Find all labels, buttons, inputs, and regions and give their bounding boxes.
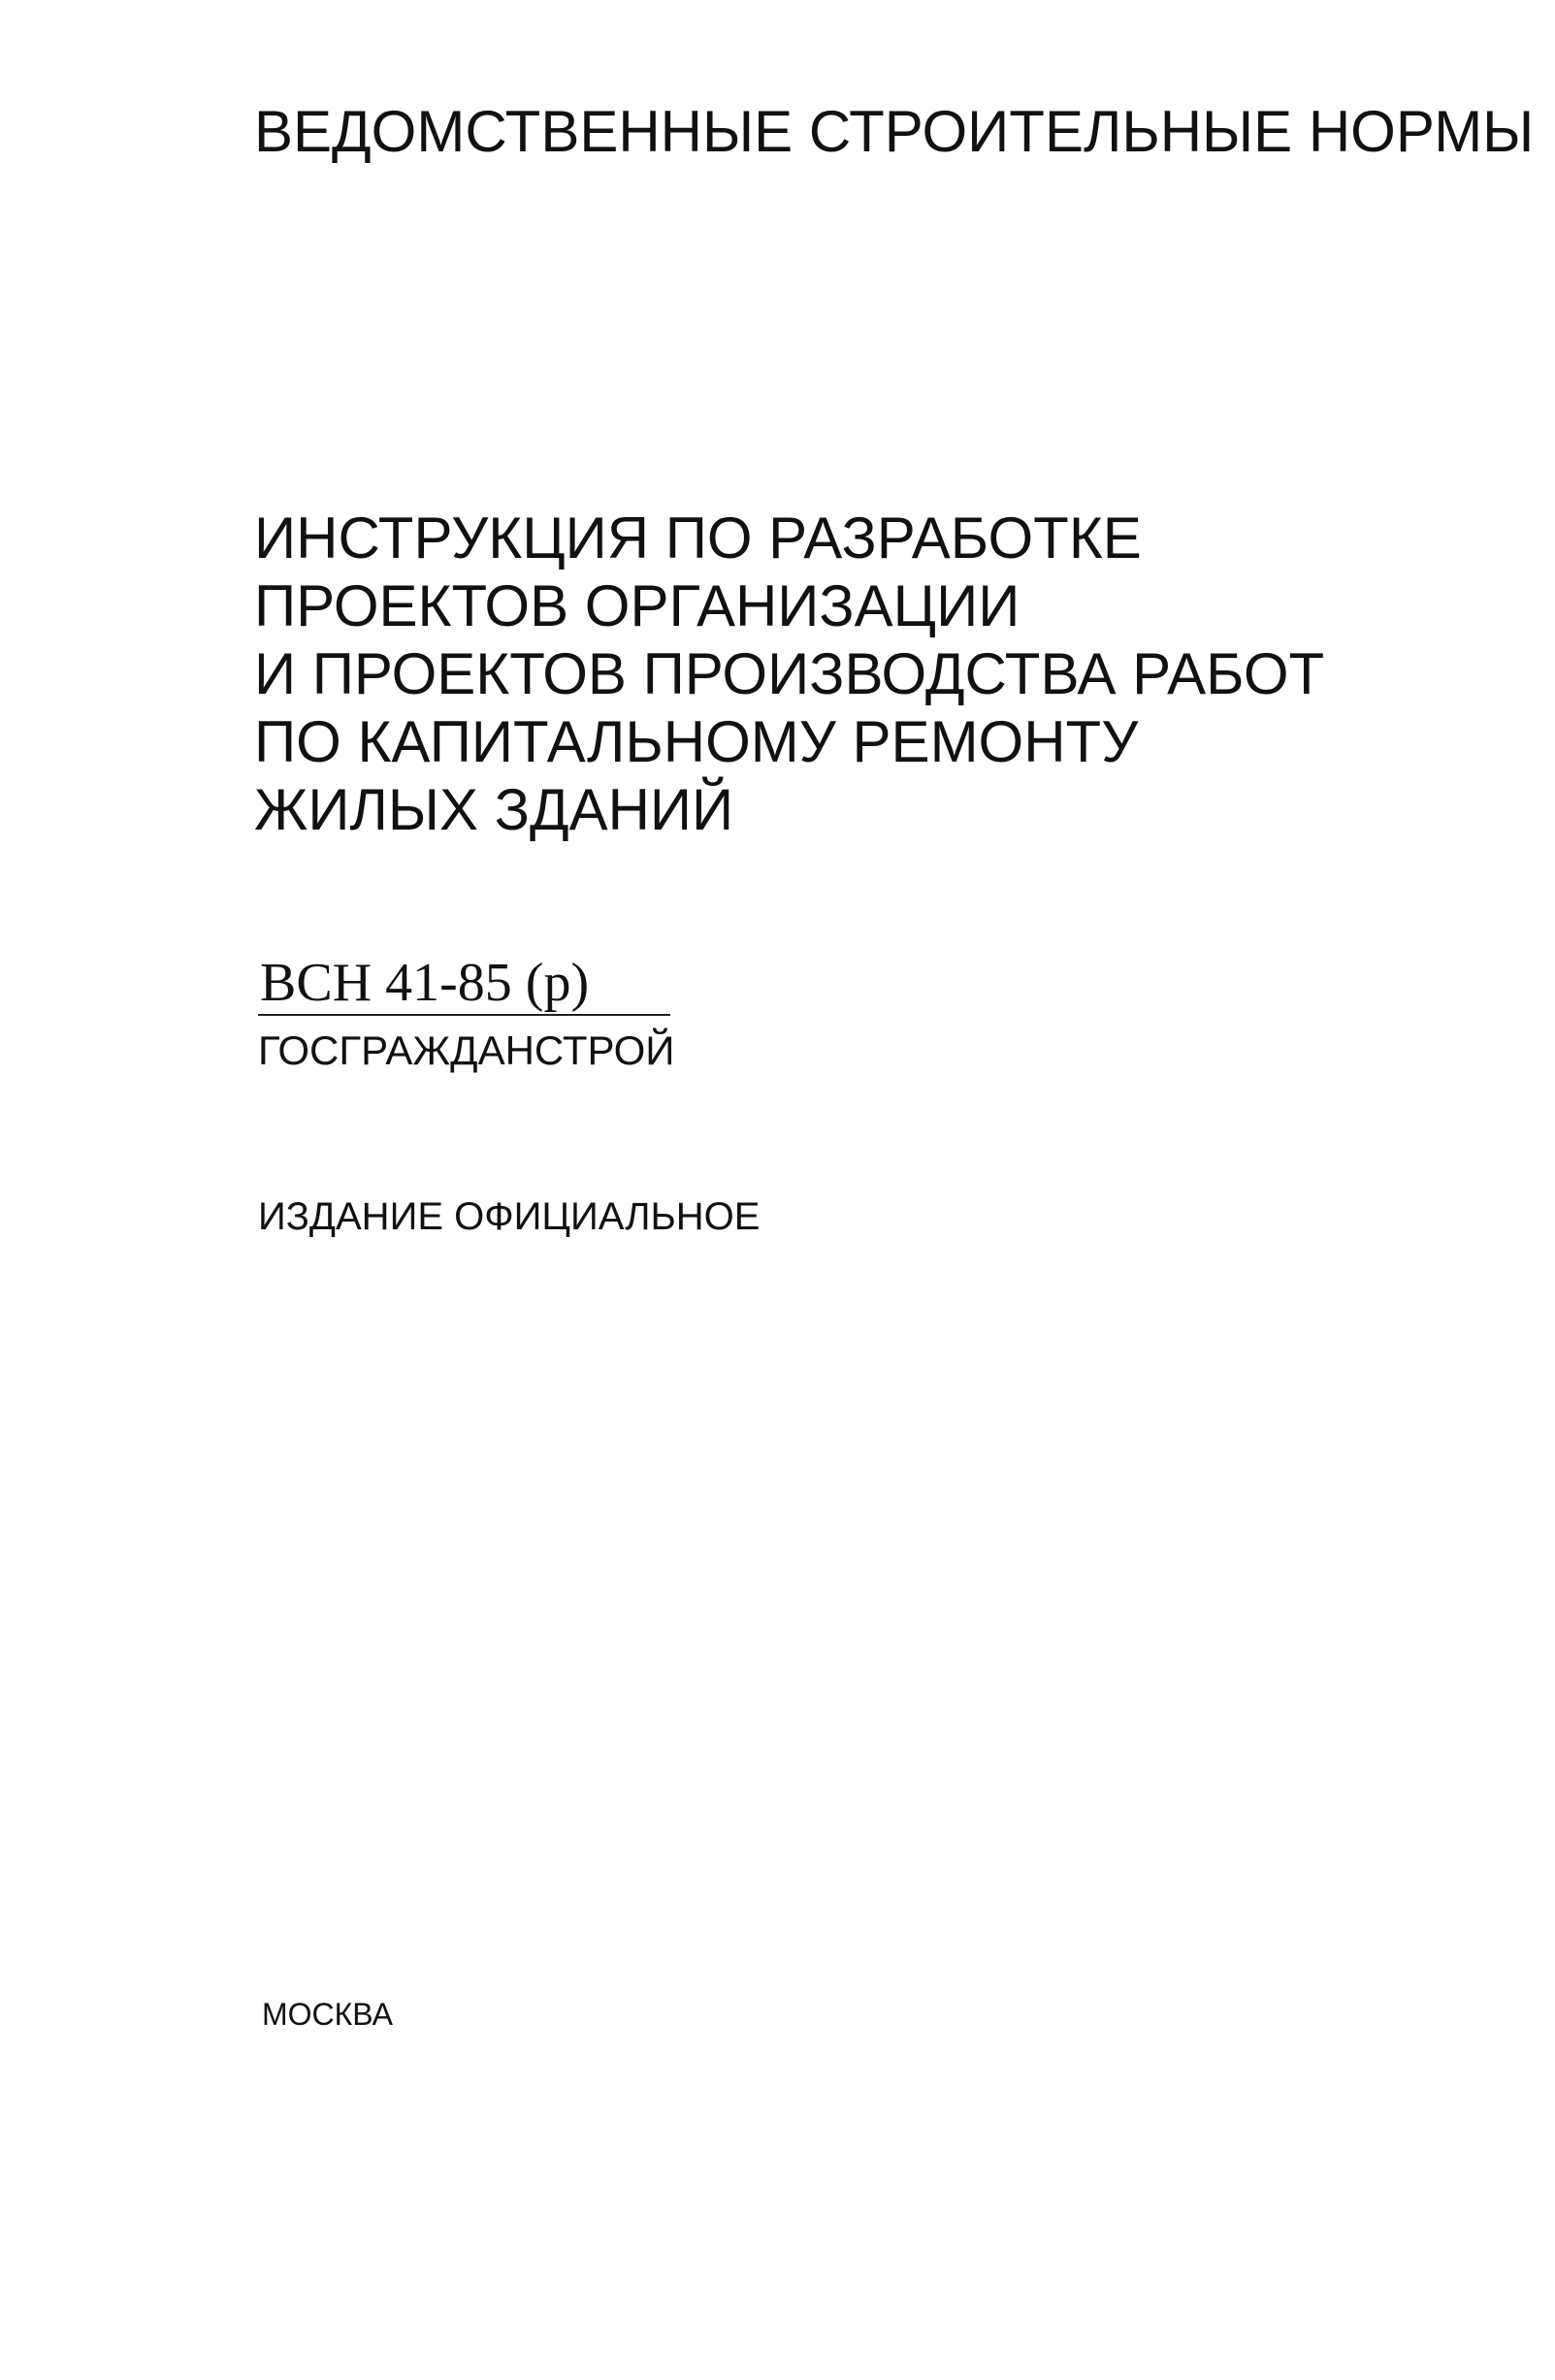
series-title: ВЕДОМСТВЕННЫЕ СТРОИТЕЛЬНЫЕ НОРМЫ bbox=[254, 99, 1535, 164]
title-line: ПО КАПИТАЛЬНОМУ РЕМОНТУ bbox=[254, 709, 1139, 774]
title-line: ЖИЛЫХ ЗДАНИЙ bbox=[254, 777, 734, 842]
divider-rule bbox=[258, 1014, 670, 1016]
edition-label: ИЗДАНИЕ ОФИЦИАЛЬНОЕ bbox=[258, 1195, 761, 1238]
title-line: И ПРОЕКТОВ ПРОИЗВОДСТВА РАБОТ bbox=[254, 641, 1325, 706]
document-code: ВСН 41-85 (р) bbox=[260, 953, 590, 1013]
document-title bbox=[254, 505, 1324, 844]
publication-city: МОСКВА bbox=[262, 1997, 393, 2032]
title-line: ПРОЕКТОВ ОРГАНИЗАЦИИ bbox=[254, 573, 1020, 638]
publisher-name: ГОСГРАЖДАНСТРОЙ bbox=[258, 1027, 675, 1073]
title-line: ИНСТРУКЦИЯ ПО РАЗРАБОТКЕ bbox=[254, 505, 1142, 571]
